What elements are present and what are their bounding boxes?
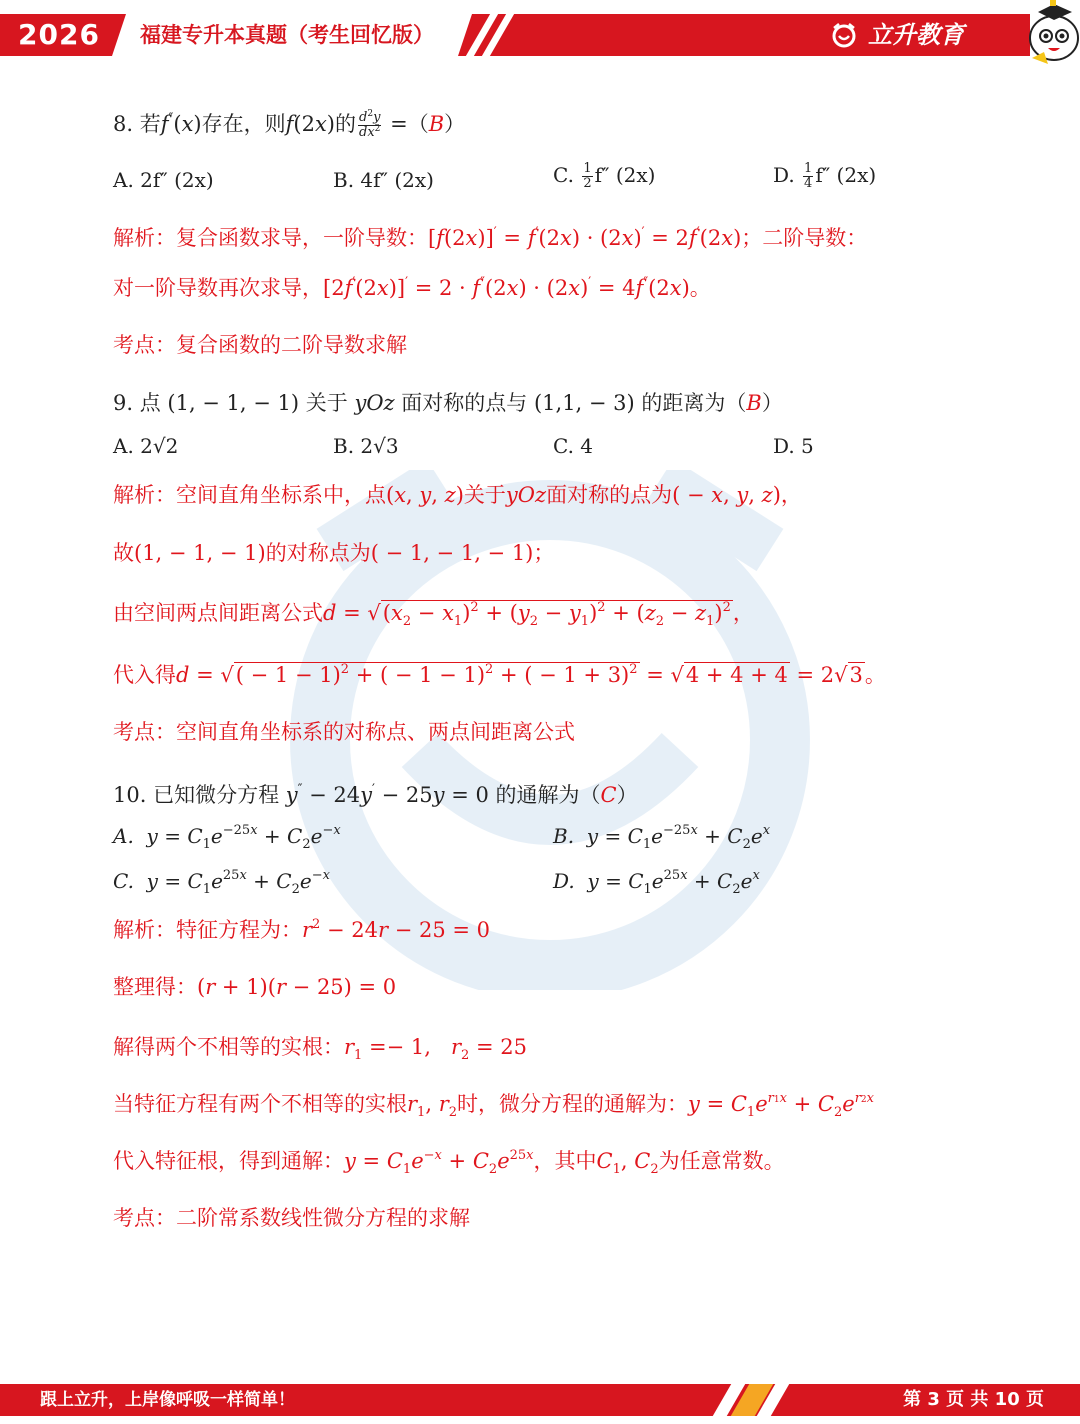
brand-logo-icon — [830, 22, 858, 48]
q9-stem-plane: yOz — [354, 391, 395, 415]
q8-analysis1-label: 解析：复合函数求导，一阶导数： — [113, 226, 428, 250]
q10-analysis-line1: 解析：特征方程为：$r^2 - 24r - 25 = 0$ — [113, 917, 491, 942]
q8-option-c: C. $\frac{1}{2}$ f″ (2x) — [553, 161, 656, 191]
q8-option-b: B. 4f″ (2x) — [333, 168, 434, 192]
q10-option-d: D. $y = C_1e^{25x} + C_2e^x$ — [553, 868, 760, 897]
q8-stem-post: 的 — [335, 112, 356, 136]
q10-a3: 解得两个不相等的实根： — [113, 1035, 344, 1059]
q10-option-a: A. $y = C_1e^{-25x} + C_2e^{-x}$ — [113, 823, 341, 852]
q10-kaodian: 考点：二阶常系数线性微分方程的求解 — [113, 1206, 470, 1230]
q10-a1: 解析：特征方程为： — [113, 918, 302, 942]
q8-option-d-label: D. — [773, 163, 795, 187]
q8-option-d-tail: f″ (2x) — [815, 163, 877, 187]
q9-answer: B — [746, 391, 762, 415]
q8-option-d: D. $\frac{1}{4}$ f″ (2x) — [773, 161, 877, 191]
q10-answer: C — [600, 783, 617, 807]
q9-analysis-line3: 由空间两点间距离公式$d = √(x_2 - x_1)^2 + (y_2 - y_1)^2 + (z_2 - z_1)^2$， — [113, 600, 754, 629]
q10-analysis-line2: 整理得：(r + 1)(r − 25) = 0 — [113, 975, 397, 999]
q10-a4: 当特征方程有两个不相等的实根 — [113, 1092, 407, 1116]
page-header — [0, 0, 1080, 70]
q9-a1: 解析：空间直角坐标系中，点 — [113, 483, 386, 507]
q9-stem: 9. 点 (1, − 1, − 1) 关于 yOz 面对称的点与 (1,1, − 3) 的距离为（B） — [113, 391, 783, 415]
q9-option-d: D. 5 — [773, 434, 814, 458]
q8-option-c-tail: f″ (2x) — [594, 163, 656, 187]
q9-stem-text2: 面对称的点与 (1,1, − 3) 的距离为（ — [394, 391, 747, 415]
header-title: 福建专升本真题（考生回忆版） — [140, 23, 434, 47]
q8-analysis-line1: 解析：复合函数求导，一阶导数：[f(2x)]′ = f′(2x) · (2x)′ = 2f′(2x)；二阶导数： — [113, 225, 868, 250]
footer-slogan: 跟上立升，上岸像呼吸一样简单！ — [40, 1390, 295, 1410]
q8-option-a: A. 2f″ (2x) — [113, 168, 214, 192]
q10-a2: 整理得： — [113, 975, 197, 999]
q10-a4b: 时，微分方程的通解为： — [457, 1092, 689, 1116]
q9-a1c: 面对称的点为 — [546, 483, 673, 507]
q10-a5: 代入特征根，得到通解： — [113, 1149, 344, 1173]
q9-a3: 由空间两点间距离公式 — [113, 601, 323, 625]
q9-a4: 代入得 — [113, 663, 176, 687]
q10-option-c: C. $y = C_1e^{25x} + C_2e^{-x}$ — [113, 868, 330, 897]
q10-a5b: ，其中 — [533, 1149, 597, 1173]
q10-stem: 10. 已知微分方程 y″ − 24y′ − 25y = 0 的通解为（C） — [113, 782, 638, 807]
q9-analysis-line1: 解析：空间直角坐标系中，点(x, y, z)关于yOz面对称的点为( − x, y, z)， — [113, 483, 802, 507]
q9-option-c: C. 4 — [553, 434, 594, 458]
q8-stem: 8. 若f″(x)存在，则f(2x)的 $\frac{d^2y}{dx^2}$ =（B） — [113, 109, 466, 140]
q9-option-b: B. 2√3 — [333, 434, 399, 458]
q10-stem-text2: 的通解为（ — [488, 783, 601, 807]
q8-option-c-label: C. — [553, 163, 574, 187]
q8-answer: B — [428, 112, 445, 136]
header-year: 2026 — [18, 18, 100, 51]
q9-kaodian: 考点：空间直角坐标系的对称点、两点间距离公式 — [113, 720, 575, 744]
q8-analysis1-mid: ；二阶导数： — [741, 226, 868, 250]
q8-stem-pre: 8. 若 — [113, 112, 161, 136]
q10-option-b: B. $y = C_1e^{-25x} + C_2e^x$ — [553, 823, 771, 852]
q8-stem-mid: 存在，则 — [201, 112, 286, 136]
q10-analysis-line4: 当特征方程有两个不相等的实根$r_1$, $r_2$时，微分方程的通解为：$y = C_1e^{r1x} + C_2e^{r2x}$ — [113, 1091, 874, 1120]
header-brand: 立升教育 — [868, 21, 964, 49]
q10-stem-text: 10. 已知微分方程 — [113, 783, 286, 807]
q8-analysis-line2: 对一阶导数再次求导，[2f′(2x)]′ = 2 · f″(2x) · (2x)′ = 4f″(2x)。 — [113, 275, 711, 300]
q9-option-a: A. 2√2 — [113, 434, 179, 458]
q9-a1b: 关于 — [463, 483, 506, 507]
q8-analysis2-label: 对一阶导数再次求导， — [113, 276, 323, 300]
mascot-icon — [1022, 0, 1080, 66]
q10-analysis-line3: 解得两个不相等的实根：$r_1 =- 1$, $r_2 = 25$ — [113, 1035, 527, 1063]
q9-analysis-line2: 故(1, − 1, − 1)的对称点为( − 1, − 1, − 1)； — [113, 541, 555, 565]
q9-analysis-line4: 代入得d = √( − 1 − 1)$^2$ + ( − 1 − 1)$^2$ + ( − 1 + 3)$^2$ = √4 + 4 + 4 = 2√3。 — [113, 662, 886, 687]
q8-kaodian: 考点：复合函数的二阶导数求解 — [113, 333, 407, 357]
q10-analysis-line5: 代入特征根，得到通解：$y = C_1e^{-x} + C_2e^{25x}$，其中$C_1$, $C_2$为任意常数。 — [113, 1148, 785, 1177]
q10-a5c: 为任意常数。 — [658, 1149, 785, 1173]
q9-stem-text: 9. 点 (1, − 1, − 1) 关于 — [113, 391, 355, 415]
page-number: 第 3 页 共 10 页 — [903, 1389, 1044, 1410]
